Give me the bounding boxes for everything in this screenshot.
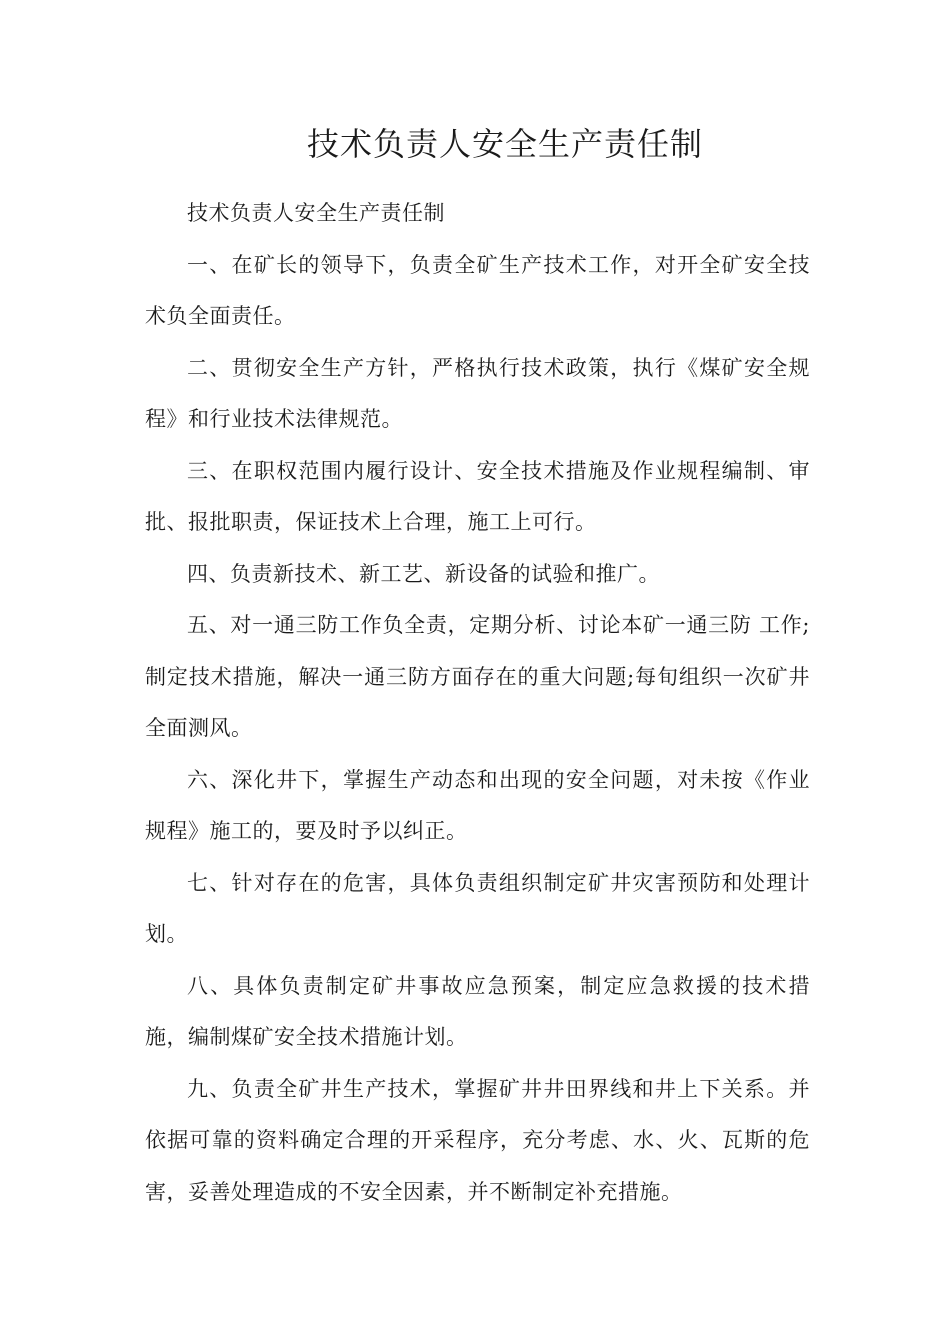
paragraph-heading: 技术负责人安全生产责任制 [187,201,445,225]
paragraph-item-2: 二、贯彻安全生产方针，严格执行技术政策，执行《煤矿安全规程》和行业技术法律规范。 [145,355,810,431]
paragraph-item-8: 八、具体负责制定矿井事故应急预案，制定应急救援的技术措施，编制煤矿安全技术措施计划。 [145,973,810,1049]
document-title: 技术负责人安全生产责任制 [306,125,703,163]
document-body [145,188,810,1218]
paragraph-item-9: 九、负责全矿井生产技术，掌握矿井井田界线和井上下关系。并依据可靠的资料确定合理的开采程序，充分考虑、水、火、瓦斯的危害，妥善处理造成的不安全因素，并不断制定补充措施。 [145,1076,810,1204]
paragraph-item-5: 五、对一通三防工作负全责，定期分析、讨论本矿一通三防 工作;制定技术措施，解决一通三防方面存在的重大问题;每旬组织一次矿井全面测风。 [145,613,810,740]
paragraph-item-3: 三、在职权范围内履行设计、安全技术措施及作业规程编制、审批、报批职责，保证技术上合理，施工上可行。 [145,458,810,534]
paragraph-item-4: 四、负责新技术、新工艺、新设备的试验和推广。 [187,561,660,586]
paragraph-item-6: 六、深化井下，掌握生产动态和出现的安全问题，对未按《作业规程》施工的，要及时予以纠正。 [145,767,810,843]
paragraph-item-1: 一、在矿长的领导下，负责全矿生产技术工作，对开全矿安全技术负全面责任。 [145,252,810,328]
paragraph-item-7: 七、针对存在的危害，具体负责组织制定矿井灾害预防和处理计划。 [145,870,810,946]
